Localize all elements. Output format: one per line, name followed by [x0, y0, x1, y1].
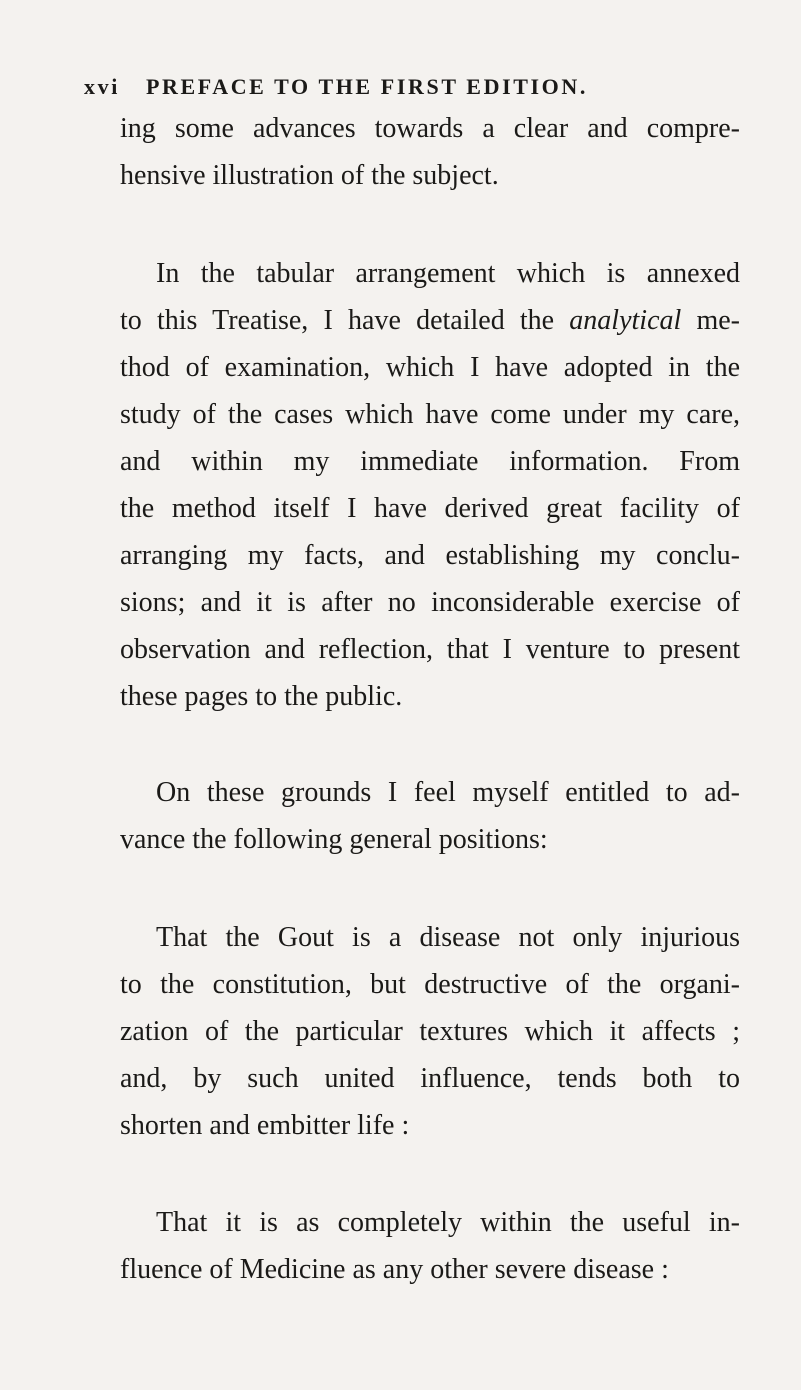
- text-line: study of the cases which have come under my care,: [120, 399, 740, 430]
- text-line: In the tabular arrangement which is annexed: [156, 258, 740, 289]
- text-line: ing some advances towards a clear and compre-: [120, 113, 740, 144]
- text-line: these pages to the public.: [120, 681, 403, 712]
- text-line: zation of the particular textures which it affects ;: [120, 1016, 740, 1047]
- text-line: arranging my facts, and establishing my conclu-: [120, 540, 740, 571]
- text-line: the method itself I have derived great facility of: [120, 493, 740, 524]
- page-number: xvi: [84, 74, 120, 99]
- text-line: On these grounds I feel myself entitled to ad-: [156, 777, 740, 808]
- text-line-with-italic: to this Treatise, I have detailed the analytical me-: [120, 305, 741, 336]
- text-line: That the Gout is a disease not only injurious: [156, 922, 740, 953]
- running-title: PREFACE TO THE FIRST EDITION.: [146, 74, 588, 99]
- text-line: to the constitution, but destructive of the organi-: [120, 969, 740, 1000]
- text-line: thod of examination, which I have adopted in the: [120, 352, 740, 383]
- text-line: observation and reflection, that I venture to present: [120, 634, 740, 665]
- text-line: vance the following general positions:: [120, 824, 548, 855]
- paragraph-continuation: [120, 105, 740, 199]
- text-line: fluence of Medicine as any other severe disease :: [120, 1254, 669, 1285]
- text-line: and, by such united influence, tends both to: [120, 1063, 740, 1094]
- paragraph-gout-injurious: [120, 914, 740, 1149]
- running-header: [84, 74, 734, 100]
- italic-word: analytical: [569, 305, 682, 336]
- text-line: sions; and it is after no inconsiderable exercise of: [120, 587, 740, 618]
- text-line: That it is as completely within the useful in-: [156, 1207, 740, 1238]
- text-line: hensive illustration of the subject.: [120, 160, 499, 191]
- paragraph-grounds: [120, 769, 740, 863]
- paragraph-medicine: [120, 1199, 740, 1293]
- text-line: and within my immediate information. From: [120, 446, 740, 477]
- paragraph-tabular-arrangement: [120, 250, 740, 720]
- text-line: shorten and embitter life :: [120, 1110, 410, 1141]
